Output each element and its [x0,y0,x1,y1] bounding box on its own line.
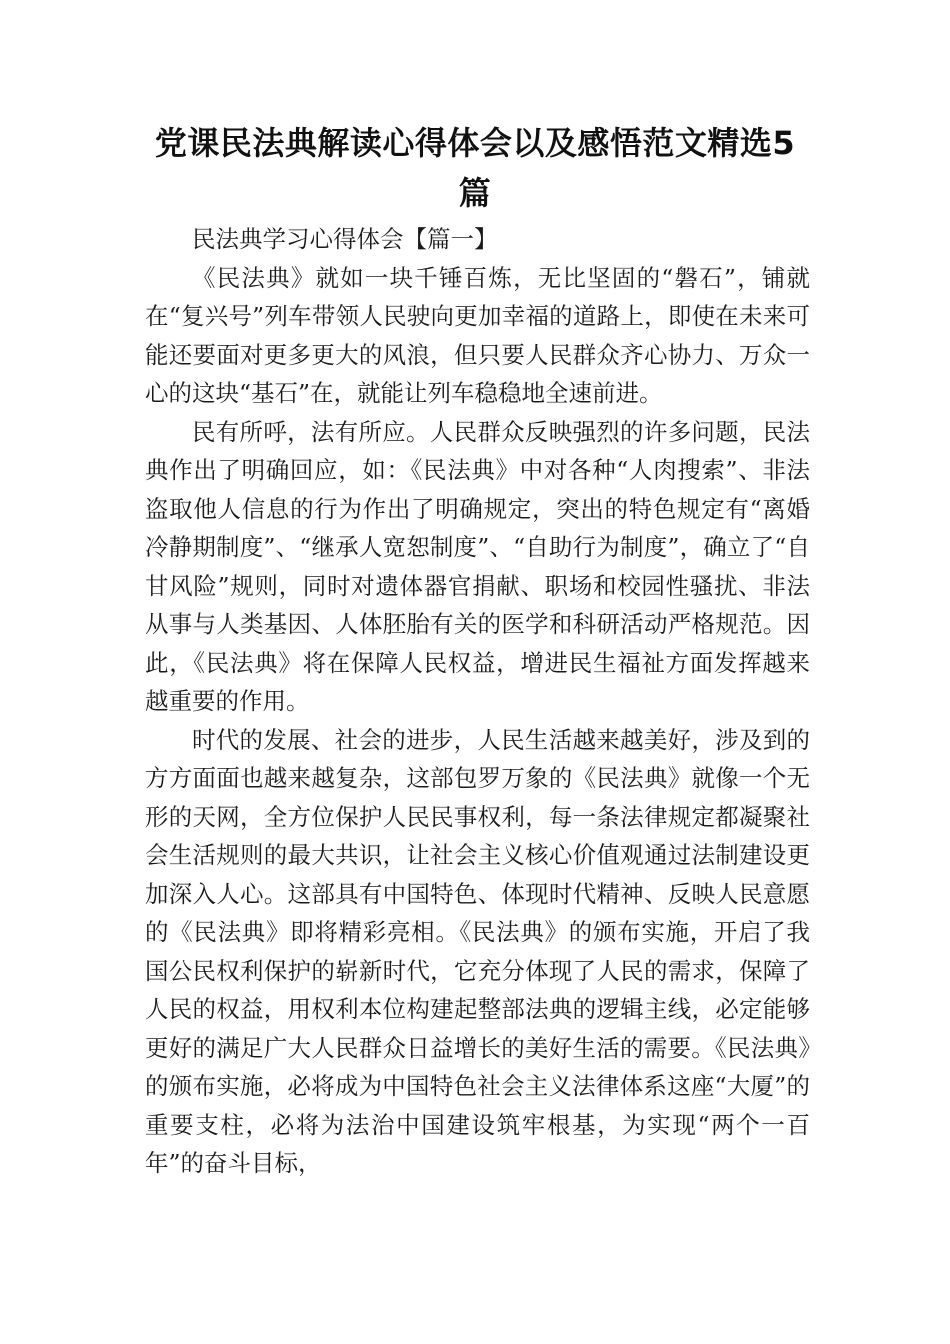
section-heading: 民法典学习心得体会【篇一】 [192,225,498,253]
paragraph-3: 时代的发展、社会的进步，人民生活越来越美好，涉及到的方方面面也越来越复杂，这部包罗万象的《民法典》就像一个无形的天网，全方位保护人民民事权利，每一条法律规定都凝聚社会生活规则的最大共识，让社会主义核心价值观通过法制建设更加深入人心。这部具有中国特色、体现时代精神、反映人民意愿的《民法典》即将精彩亮相。《民法典》的颁布实施，开启了我国公民权利保护的崭新时代，它充分体现了人民的需求，保障了人民的权益，用权利本位构建起整部法典的逻辑主线，必定能够更好的满足广大人民群众日益增长的美好生活的需要。《民法典》的颁布实施，必将成为中国特色社会主义法律体系这座“大厦”的重要支柱，必将为法治中国建设筑牢根基，为实现“两个一百年”的奋斗目标， [145,725,810,1177]
paragraph-2: 民有所呼，法有所应。人民群众反映强烈的许多问题，民法典作出了明确回应，如：《民法典》中对各种“人肉搜索”、非法盗取他人信息的行为作出了明确规定，突出的特色规定有“离婚冷静期制度”、“继承人宽恕制度”、“自助行为制度”，确立了“自甘风险”规则，同时对遗体器官捐献、职场和校园性骚扰、非法从事与人类基因、人体胚胎有关的医学和科研活动严格规范。因此，《民法典》将在保障人民权益，增进民生福祉方面发挥越来越重要的作用。 [145,417,810,715]
document-title: 党课民法典解读心得体会以及感悟范文精选5篇 [154,124,796,212]
paragraph-1: 《民法典》就如一块千锤百炼，无比坚固的“磐石”，铺就在“复兴号”列车带领人民驶向更加幸福的道路上，即使在未来可能还要面对更多更大的风浪，但只要人民群众齐心协力、万众一心的这块“基石”在，就能让列车稳稳地全速前进。 [145,263,810,407]
document-body [145,220,810,1183]
